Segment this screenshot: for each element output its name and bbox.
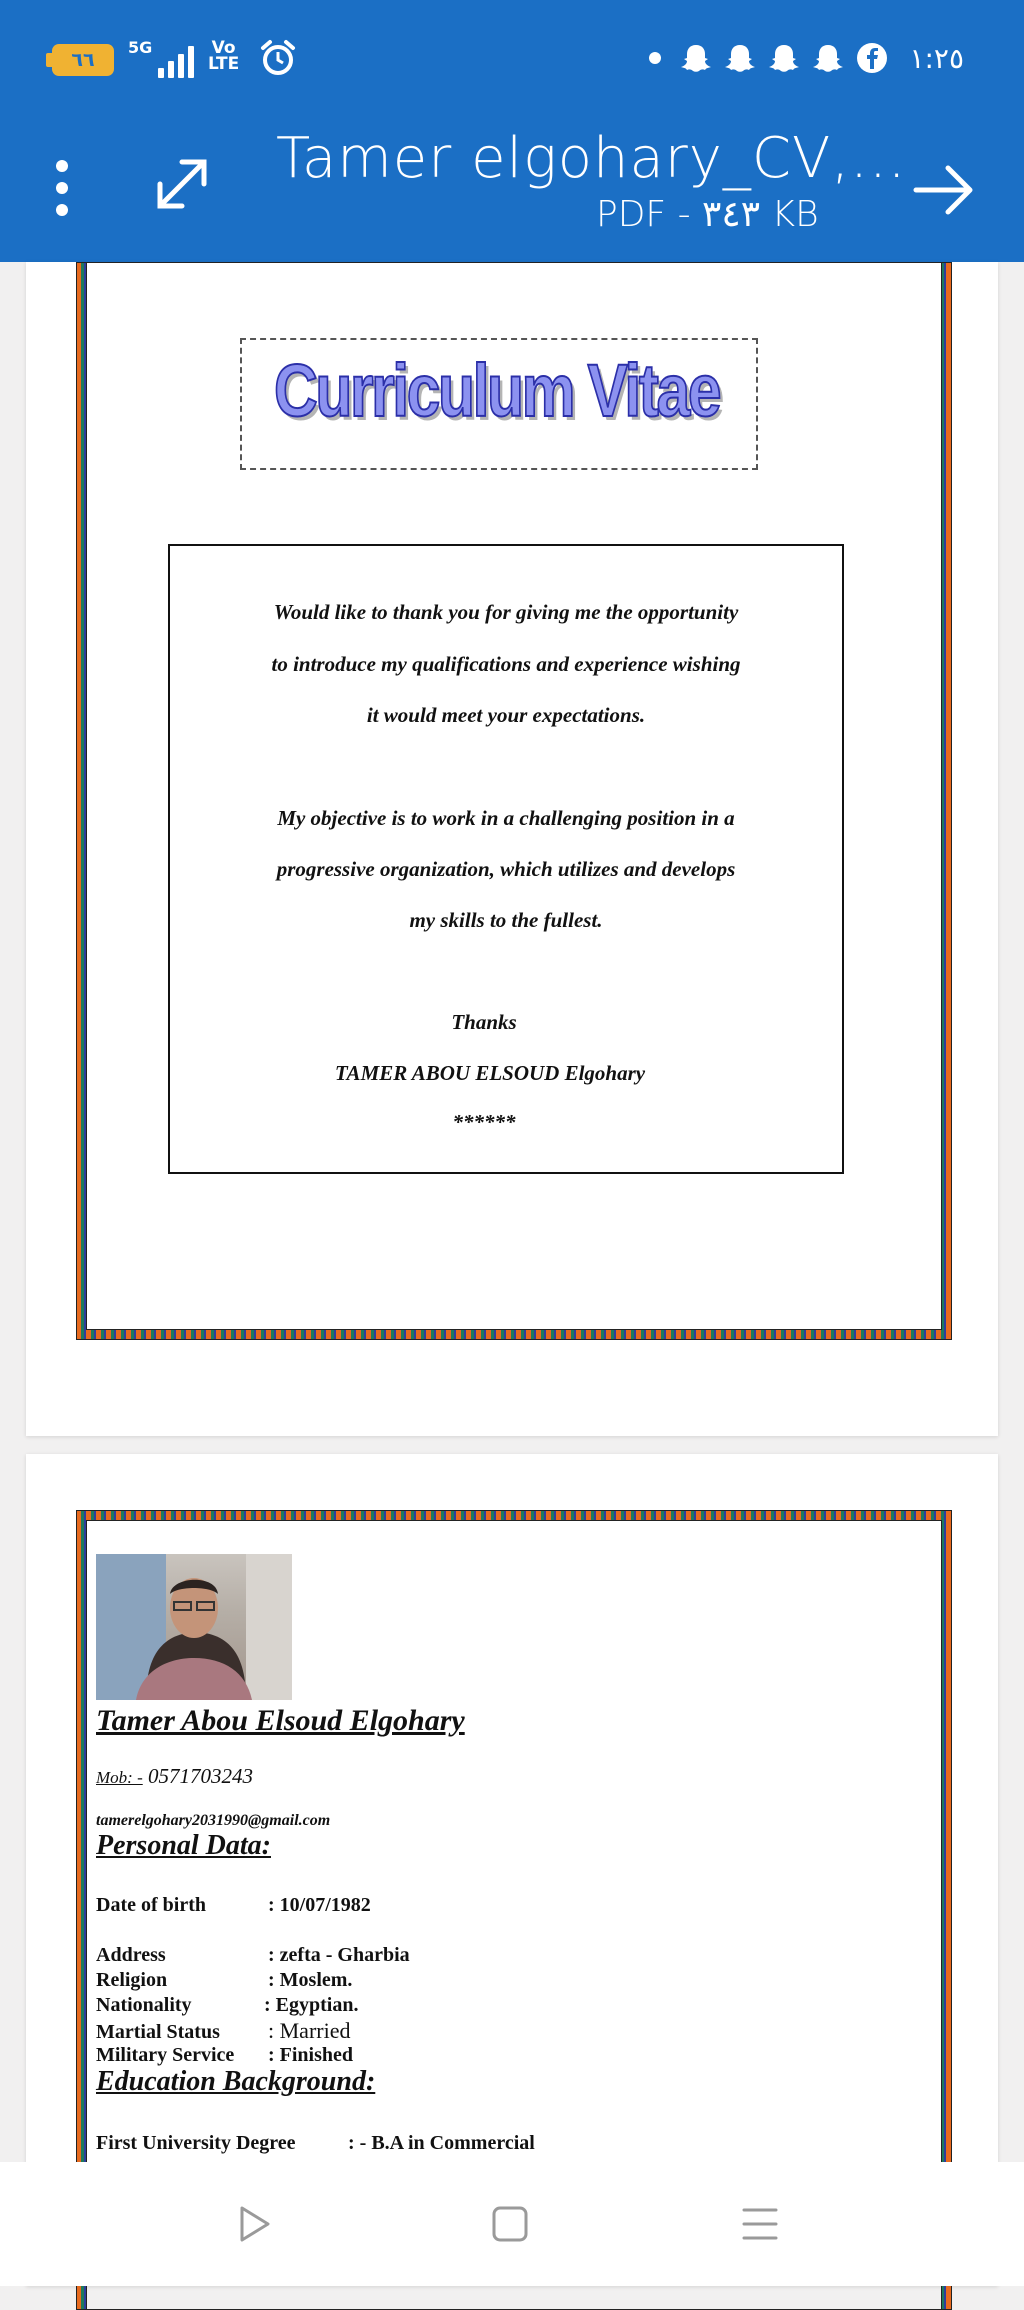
- personal-row: [96, 1969, 352, 1992]
- personal-row: [96, 2018, 350, 2044]
- mobile-label: Mob: -: [96, 1768, 143, 1787]
- document-title: Tamer elgohary_CV,...: [276, 126, 907, 191]
- profile-photo: [96, 1554, 292, 1700]
- email-address: tamerelgohary2031990@gmail.com: [96, 1812, 331, 1829]
- row-key: Address: [96, 1944, 166, 1966]
- alarm-icon: [258, 38, 298, 78]
- letter-line: to introduce my qualifications and experience wishing: [271, 652, 741, 676]
- letter-line: TAMER ABOU ELSOUD Elgohary: [334, 1061, 646, 1085]
- expand-icon[interactable]: [150, 152, 214, 216]
- cv-title: Curriculum Vitae: [274, 349, 720, 432]
- personal-row: [96, 1994, 358, 2017]
- row-value: : 10/07/1982: [268, 1894, 371, 1916]
- row-value: : Moslem.: [268, 1969, 353, 1991]
- app-header: [0, 0, 1024, 262]
- personal-row: [96, 1944, 410, 1967]
- snapchat-icon: [679, 41, 713, 75]
- snapchat-icon: [767, 41, 801, 75]
- letter-line: Would like to thank you for giving me the opportunity: [273, 600, 739, 624]
- personal-data-heading: Personal Data:: [96, 1830, 271, 1861]
- system-nav-bar: [0, 2162, 1024, 2286]
- arrow-right-icon[interactable]: [906, 152, 982, 228]
- recents-icon[interactable]: [738, 2202, 782, 2246]
- signal-icon: [128, 38, 198, 78]
- status-bar: [0, 0, 1024, 112]
- row-value: : zefta - Gharbia: [268, 1944, 410, 1966]
- home-icon[interactable]: [488, 2202, 532, 2246]
- network-label: 5G: [128, 38, 153, 57]
- cv-title-box: [240, 338, 758, 470]
- education-row: [96, 2132, 535, 2155]
- row-key: First University Degree: [96, 2132, 296, 2154]
- letter-line: it would meet your expectations.: [366, 703, 646, 727]
- mobile-value: 0571703243: [142, 1764, 253, 1788]
- row-key: Religion: [96, 1969, 168, 1991]
- notification-dot-icon: [649, 52, 661, 64]
- row-value: : Married: [268, 2018, 351, 2043]
- document-meta: PDF - ٣٤٣ KB: [596, 194, 819, 235]
- row-key: Martial Status: [96, 2021, 220, 2043]
- letter-line: Thanks: [451, 1010, 517, 1034]
- pdf-page-1: [26, 262, 998, 1436]
- row-key: Nationality: [96, 1994, 192, 2016]
- row-value: : Finished: [268, 2044, 354, 2066]
- mobile-number: [96, 1764, 253, 1789]
- personal-row: [96, 1894, 371, 1917]
- row-value: : Egyptian.: [264, 1994, 359, 2016]
- more-options-icon[interactable]: [42, 152, 82, 224]
- letter-line: progressive organization, which utilizes and develops: [276, 857, 736, 881]
- row-key: Date of birth: [96, 1894, 206, 1916]
- personal-row: [96, 2044, 353, 2067]
- clock: ١:٢٥: [909, 41, 964, 75]
- education-heading: Education Background:: [96, 2066, 376, 2097]
- volte-indicator: Vo LTE: [208, 38, 240, 74]
- facebook-icon: [855, 41, 889, 75]
- document-toolbar: [0, 112, 1024, 262]
- letter-line: my skills to the fullest.: [409, 908, 603, 932]
- row-value: : - B.A in Commercial: [348, 2132, 535, 2154]
- cover-letter: [168, 544, 844, 1174]
- snapchat-icon: [811, 41, 845, 75]
- battery-indicator: ٦٦: [52, 44, 114, 76]
- snapchat-icon: [723, 41, 757, 75]
- letter-line: My objective is to work in a challenging position in a: [277, 806, 735, 830]
- letter-line: ******: [452, 1110, 516, 1134]
- row-key: Military Service: [96, 2044, 235, 2066]
- candidate-name: Tamer Abou Elsoud Elgohary: [96, 1704, 465, 1737]
- back-icon[interactable]: [232, 2202, 276, 2246]
